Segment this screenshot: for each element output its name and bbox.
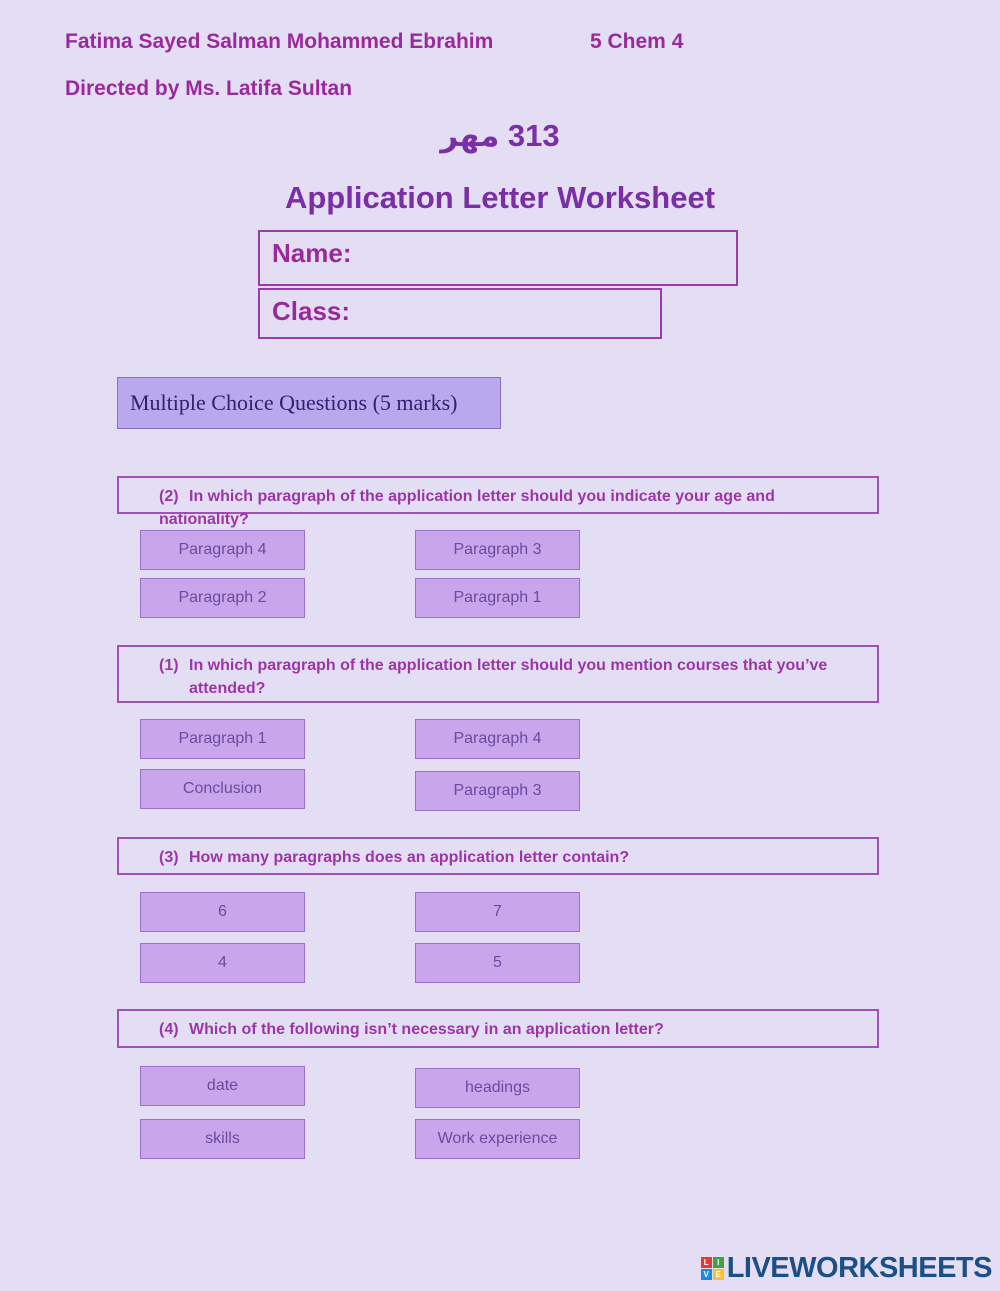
logo-letter: L	[701, 1257, 712, 1268]
answer-option[interactable]: Paragraph 1	[140, 719, 305, 759]
section-title: Multiple Choice Questions (5 marks)	[117, 377, 501, 429]
question-number: (3)	[159, 849, 179, 866]
author-name: Fatima Sayed Salman Mohammed Ebrahim	[65, 30, 494, 53]
question-number: (2)	[159, 488, 179, 505]
question-number: (1)	[159, 657, 179, 674]
answer-option[interactable]: skills	[140, 1119, 305, 1159]
question-box	[117, 645, 879, 703]
logo-letter: I	[713, 1257, 724, 1268]
answer-option[interactable]: headings	[415, 1068, 580, 1108]
question-text-continued: attended?	[189, 680, 266, 697]
logo-letter: E	[713, 1269, 724, 1280]
question-box	[117, 1009, 879, 1048]
liveworksheets-logo	[701, 1252, 992, 1285]
class-field[interactable]	[258, 288, 662, 339]
answer-option[interactable]: 5	[415, 943, 580, 983]
question-number: (4)	[159, 1021, 179, 1038]
answer-option[interactable]: Paragraph 4	[415, 719, 580, 759]
question-box	[117, 837, 879, 875]
course-code: 313 مهر	[440, 118, 560, 153]
answer-option[interactable]: 6	[140, 892, 305, 932]
question-text: In which paragraph of the application letter should you indicate your age and nationality?	[159, 488, 775, 528]
question-text: In which paragraph of the application letter should you mention courses that you’ve	[189, 657, 828, 674]
answer-option[interactable]: Paragraph 2	[140, 578, 305, 618]
question-box	[117, 476, 879, 528]
answer-option[interactable]: Paragraph 4	[140, 530, 305, 570]
logo-text: LIVEWORKSHEETS	[726, 1252, 992, 1284]
question-text: How many paragraphs does an application letter contain?	[189, 849, 630, 866]
answer-option[interactable]: Paragraph 3	[415, 771, 580, 811]
name-field[interactable]	[258, 230, 738, 286]
live-logo-icon	[701, 1257, 724, 1280]
question-text: Which of the following isn’t necessary in an application letter?	[189, 1021, 664, 1038]
answer-option[interactable]: 7	[415, 892, 580, 932]
class-label: 5 Chem 4	[590, 30, 684, 53]
logo-letter: V	[701, 1269, 712, 1280]
answer-option[interactable]: Work experience	[415, 1119, 580, 1159]
director-line: Directed by Ms. Latifa Sultan	[65, 77, 353, 100]
answer-option[interactable]: Paragraph 3	[415, 530, 580, 570]
name-field-label: Name:	[272, 238, 352, 268]
page-title: Application Letter Worksheet	[284, 180, 716, 215]
answer-option[interactable]: date	[140, 1066, 305, 1106]
answer-option[interactable]: Conclusion	[140, 769, 305, 809]
class-field-label: Class:	[272, 296, 351, 326]
answer-option[interactable]: 4	[140, 943, 305, 983]
answer-option[interactable]: Paragraph 1	[415, 578, 580, 618]
